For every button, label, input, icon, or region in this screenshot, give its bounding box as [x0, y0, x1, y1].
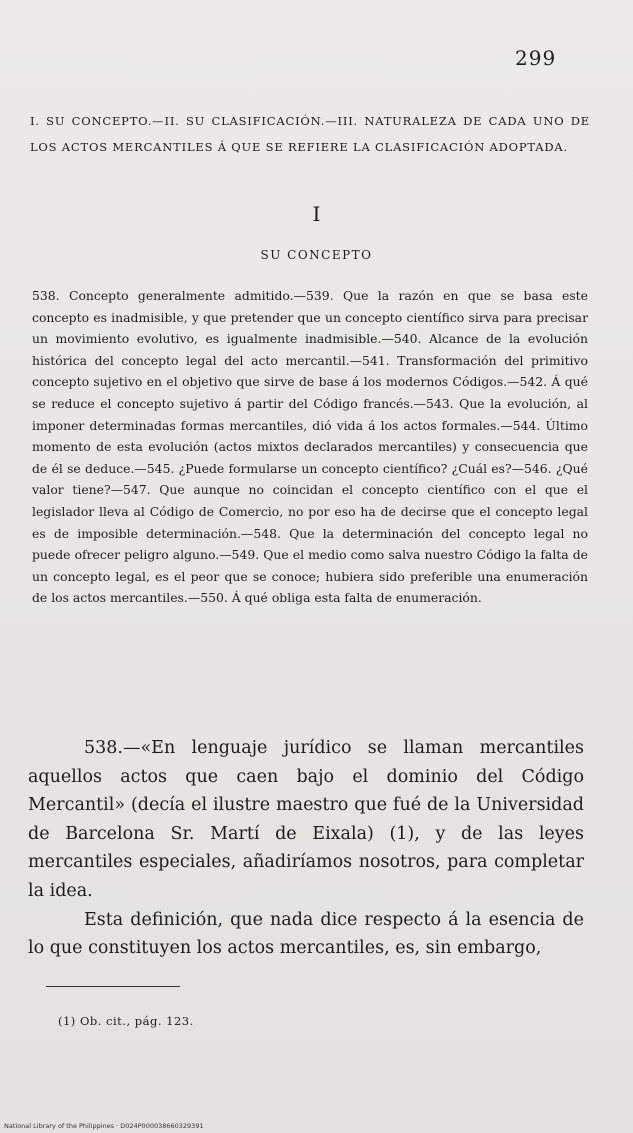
footnote: (1) Ob. cit., pág. 123. — [58, 1014, 194, 1028]
body-text — [28, 734, 584, 963]
chapter-heading: I. SU CONCEPTO.—II. SU CLASIFICACIÓN.—III. NATURALEZA DE CADA UNO DE LOS ACTOS MERCANTILES Á QUE SE REFIERE LA CLASIFICACIÓN ADOPTADA. — [30, 114, 590, 154]
section-numeral: I — [312, 202, 321, 226]
page-number: 299 — [515, 46, 557, 70]
section-summary: 538. Concepto generalmente admitido.—539. Que la razón en que se basa este concepto es inadmisible, y que pretender que un concepto científico sirva para precisar un movimiento evolutivo, es igualmente inadmisible.—540. Alcance de la evolución histórica del concepto legal del acto mercantil.—541. Transformación del primitivo concepto sujetivo en el objetivo que sirve de base á los modernos Códigos.—542. Á qué se reduce el concepto sujetivo á partir del Código francés.—543. Que la evolución, al imponer determinadas formas mercantiles, dió vida á los actos formales.—544. Último momento de esta evolución (actos mixtos declarados mercantiles) y consecuencia que de él se deduce.—545. ¿Puede formularse un concepto científico? ¿Cuál es?—546. ¿Qué valor tiene?—547. Que aunque no coincidan el concepto científico con el que el legislador lleva al Código de Comercio, no por eso ha de decirse que el concepto legal es de imposible determinación.—548. Que la determinación del concepto legal no puede ofrecer peligro alguno.—549. Que el medio como salva nuestro Código la falta de un concepto legal, es el peor que se conoce; hubiera sido preferible una enumeración de los actos mercantiles.—550. Á qué obliga esta falta de enumeración. — [32, 288, 588, 606]
library-stamp: National Library of the Philippines · D024P000038660329391 — [4, 1122, 204, 1130]
footnote-divider — [46, 986, 180, 987]
body-paragraph: 538.—«En lenguaje jurídico se llaman mercantiles aquellos actos que caen bajo el dominio del Código Mercantil» (decía el ilustre maestro que fué de la Universidad de Barcelona Sr. Martí de Eixala) (1), y de las leyes mercantiles especiales, añadiríamos nosotros, para completar la idea. — [28, 738, 584, 901]
section-title: SU CONCEPTO — [260, 248, 373, 262]
body-paragraph: Esta definición, que nada dice respecto á la esencia de lo que constituyen los actos mercantiles, es, sin embargo, — [28, 909, 584, 959]
